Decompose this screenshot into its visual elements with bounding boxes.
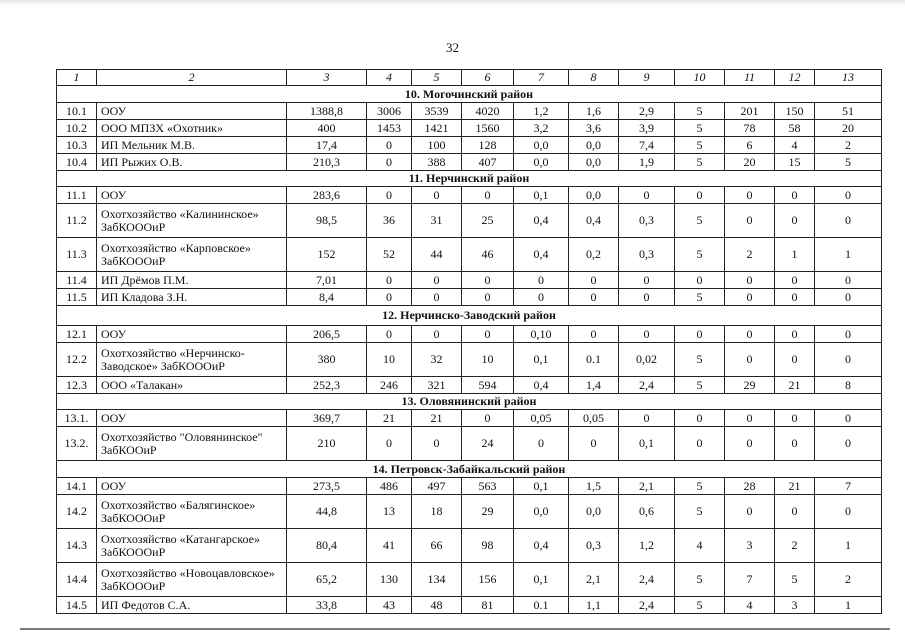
value-cell: 128 bbox=[462, 137, 514, 154]
value-cell: 0 bbox=[725, 326, 775, 343]
value-cell: 44,8 bbox=[287, 495, 367, 529]
table-row bbox=[57, 529, 882, 563]
column-number: 1 bbox=[57, 70, 97, 86]
value-cell: 20 bbox=[815, 120, 882, 137]
scan-top-edge bbox=[0, 0, 905, 6]
value-cell: 152 bbox=[287, 238, 367, 272]
value-cell: 0 bbox=[815, 289, 882, 306]
district-section-row bbox=[57, 394, 882, 410]
value-cell: 0 bbox=[367, 137, 412, 154]
table-row bbox=[57, 103, 882, 120]
value-cell: 5 bbox=[675, 103, 725, 120]
value-cell: 1,6 bbox=[569, 103, 619, 120]
value-cell: 43 bbox=[367, 597, 412, 614]
row-index: 11.2 bbox=[57, 204, 97, 238]
value-cell: 5 bbox=[675, 137, 725, 154]
value-cell: 0,0 bbox=[569, 137, 619, 154]
value-cell: 5 bbox=[675, 343, 725, 377]
row-index: 10.4 bbox=[57, 154, 97, 171]
organization-name: Охотхозяйство «Катангарское» ЗабКОООиР bbox=[97, 529, 287, 563]
column-number: 13 bbox=[815, 70, 882, 86]
value-cell: 0 bbox=[775, 410, 815, 427]
value-cell: 17,4 bbox=[287, 137, 367, 154]
value-cell: 5 bbox=[675, 597, 725, 614]
value-cell: 28 bbox=[725, 478, 775, 495]
value-cell: 380 bbox=[287, 343, 367, 377]
column-number: 10 bbox=[675, 70, 725, 86]
value-cell: 31 bbox=[412, 204, 462, 238]
value-cell: 1560 bbox=[462, 120, 514, 137]
organization-name: ООУ bbox=[97, 103, 287, 120]
value-cell: 0 bbox=[569, 326, 619, 343]
value-cell: 4 bbox=[775, 137, 815, 154]
row-index: 11.3 bbox=[57, 238, 97, 272]
value-cell: 29 bbox=[462, 495, 514, 529]
value-cell: 0,0 bbox=[569, 495, 619, 529]
value-cell: 2 bbox=[815, 563, 882, 597]
value-cell: 3539 bbox=[412, 103, 462, 120]
value-cell: 0,05 bbox=[514, 410, 569, 427]
value-cell: 0 bbox=[775, 289, 815, 306]
value-cell: 0.1 bbox=[569, 343, 619, 377]
value-cell: 4 bbox=[725, 597, 775, 614]
value-cell: 0 bbox=[514, 289, 569, 306]
value-cell: 3,9 bbox=[619, 120, 675, 137]
value-cell: 5 bbox=[675, 120, 725, 137]
value-cell: 0 bbox=[412, 272, 462, 289]
value-cell: 1,2 bbox=[514, 103, 569, 120]
value-cell: 210 bbox=[287, 427, 367, 461]
value-cell: 2,1 bbox=[619, 478, 675, 495]
value-cell: 0,3 bbox=[619, 238, 675, 272]
value-cell: 0 bbox=[462, 187, 514, 204]
value-cell: 497 bbox=[412, 478, 462, 495]
column-number: 3 bbox=[287, 70, 367, 86]
value-cell: 0,0 bbox=[569, 187, 619, 204]
value-cell: 0,1 bbox=[514, 563, 569, 597]
value-cell: 0 bbox=[815, 343, 882, 377]
organization-name: ИП Рыжих О.В. bbox=[97, 154, 287, 171]
value-cell: 1,9 bbox=[619, 154, 675, 171]
value-cell: 0 bbox=[367, 272, 412, 289]
value-cell: 5 bbox=[675, 204, 725, 238]
table-row bbox=[57, 326, 882, 343]
organization-name: Охотхозяйство "Оловянинское" ЗабКООиР bbox=[97, 427, 287, 461]
table-row bbox=[57, 410, 882, 427]
value-cell: 3 bbox=[725, 529, 775, 563]
value-cell: 407 bbox=[462, 154, 514, 171]
value-cell: 0 bbox=[462, 326, 514, 343]
value-cell: 0,2 bbox=[569, 238, 619, 272]
value-cell: 150 bbox=[775, 103, 815, 120]
value-cell: 1421 bbox=[412, 120, 462, 137]
value-cell: 0 bbox=[462, 289, 514, 306]
value-cell: 29 bbox=[725, 377, 775, 394]
value-cell: 0 bbox=[725, 427, 775, 461]
value-cell: 21 bbox=[367, 410, 412, 427]
value-cell: 0 bbox=[675, 326, 725, 343]
value-cell: 0 bbox=[367, 427, 412, 461]
row-index: 14.3 bbox=[57, 529, 97, 563]
value-cell: 321 bbox=[412, 377, 462, 394]
organization-name: ООУ bbox=[97, 478, 287, 495]
value-cell: 7,01 bbox=[287, 272, 367, 289]
district-section-row bbox=[57, 171, 882, 187]
value-cell: 8,4 bbox=[287, 289, 367, 306]
value-cell: 0 bbox=[815, 187, 882, 204]
value-cell: 0 bbox=[775, 343, 815, 377]
value-cell: 0 bbox=[725, 272, 775, 289]
scan-bottom-edge bbox=[20, 628, 890, 630]
value-cell: 0 bbox=[514, 272, 569, 289]
row-index: 10.3 bbox=[57, 137, 97, 154]
value-cell: 52 bbox=[367, 238, 412, 272]
hunting-data-table bbox=[56, 69, 882, 614]
value-cell: 0,6 bbox=[619, 495, 675, 529]
row-index: 10.1 bbox=[57, 103, 97, 120]
organization-name: ИП Федотов С.А. bbox=[97, 597, 287, 614]
value-cell: 0,0 bbox=[514, 495, 569, 529]
table-row bbox=[57, 154, 882, 171]
value-cell: 486 bbox=[367, 478, 412, 495]
value-cell: 0 bbox=[514, 427, 569, 461]
value-cell: 0 bbox=[725, 495, 775, 529]
value-cell: 0 bbox=[675, 187, 725, 204]
organization-name: ООУ bbox=[97, 410, 287, 427]
value-cell: 2 bbox=[815, 137, 882, 154]
value-cell: 2,9 bbox=[619, 103, 675, 120]
organization-name: ООО МПЗХ «Охотник» bbox=[97, 120, 287, 137]
value-cell: 400 bbox=[287, 120, 367, 137]
value-cell: 51 bbox=[815, 103, 882, 120]
value-cell: 3006 bbox=[367, 103, 412, 120]
value-cell: 4 bbox=[675, 529, 725, 563]
value-cell: 0 bbox=[775, 326, 815, 343]
organization-name: ИП Дрёмов П.М. bbox=[97, 272, 287, 289]
value-cell: 388 bbox=[412, 154, 462, 171]
value-cell: 0,0 bbox=[514, 137, 569, 154]
table-row bbox=[57, 137, 882, 154]
value-cell: 98 bbox=[462, 529, 514, 563]
column-number: 7 bbox=[514, 70, 569, 86]
value-cell: 0,10 bbox=[514, 326, 569, 343]
district-section-row bbox=[57, 86, 882, 103]
table-row bbox=[57, 427, 882, 461]
value-cell: 33,8 bbox=[287, 597, 367, 614]
value-cell: 10 bbox=[462, 343, 514, 377]
value-cell: 0,4 bbox=[514, 377, 569, 394]
value-cell: 2,4 bbox=[619, 377, 675, 394]
value-cell: 1388,8 bbox=[287, 103, 367, 120]
table-row bbox=[57, 563, 882, 597]
value-cell: 0,4 bbox=[514, 529, 569, 563]
column-number: 2 bbox=[97, 70, 287, 86]
column-number: 8 bbox=[569, 70, 619, 86]
column-number: 5 bbox=[412, 70, 462, 86]
value-cell: 0 bbox=[815, 427, 882, 461]
value-cell: 100 bbox=[412, 137, 462, 154]
value-cell: 0 bbox=[815, 495, 882, 529]
organization-name: Охотхозяйство «Балягинское» ЗабКОООиР bbox=[97, 495, 287, 529]
column-number: 9 bbox=[619, 70, 675, 86]
column-number: 6 bbox=[462, 70, 514, 86]
row-index: 14.5 bbox=[57, 597, 97, 614]
value-cell: 6 bbox=[725, 137, 775, 154]
organization-name: ООУ bbox=[97, 326, 287, 343]
value-cell: 0 bbox=[367, 326, 412, 343]
table-row bbox=[57, 377, 882, 394]
value-cell: 0 bbox=[725, 187, 775, 204]
table-row bbox=[57, 343, 882, 377]
row-index: 14.1 bbox=[57, 478, 97, 495]
value-cell: 0 bbox=[815, 272, 882, 289]
value-cell: 0 bbox=[725, 410, 775, 427]
value-cell: 80,4 bbox=[287, 529, 367, 563]
value-cell: 7,4 bbox=[619, 137, 675, 154]
value-cell: 134 bbox=[412, 563, 462, 597]
value-cell: 10 bbox=[367, 343, 412, 377]
value-cell: 44 bbox=[412, 238, 462, 272]
value-cell: 0,02 bbox=[619, 343, 675, 377]
value-cell: 0,4 bbox=[514, 204, 569, 238]
district-title: 14. Петровск-Забайкальский район bbox=[57, 461, 882, 478]
column-number: 4 bbox=[367, 70, 412, 86]
value-cell: 7 bbox=[815, 478, 882, 495]
value-cell: 4020 bbox=[462, 103, 514, 120]
organization-name: Охотхозяйство «Калининское» ЗабКОООиР bbox=[97, 204, 287, 238]
value-cell: 0,1 bbox=[514, 478, 569, 495]
value-cell: 0 bbox=[725, 343, 775, 377]
value-cell: 21 bbox=[775, 478, 815, 495]
value-cell: 0 bbox=[775, 427, 815, 461]
value-cell: 46 bbox=[462, 238, 514, 272]
column-number-row bbox=[57, 70, 882, 86]
page-number: 32 bbox=[446, 40, 459, 55]
value-cell: 0 bbox=[569, 289, 619, 306]
value-cell: 7 bbox=[725, 563, 775, 597]
value-cell: 81 bbox=[462, 597, 514, 614]
table-row bbox=[57, 478, 882, 495]
table-row bbox=[57, 495, 882, 529]
value-cell: 5 bbox=[675, 154, 725, 171]
value-cell: 246 bbox=[367, 377, 412, 394]
value-cell: 206,5 bbox=[287, 326, 367, 343]
value-cell: 0 bbox=[367, 154, 412, 171]
value-cell: 0,05 bbox=[569, 410, 619, 427]
value-cell: 0 bbox=[675, 272, 725, 289]
value-cell: 0 bbox=[815, 410, 882, 427]
value-cell: 5 bbox=[675, 289, 725, 306]
table-row bbox=[57, 204, 882, 238]
value-cell: 5 bbox=[775, 563, 815, 597]
value-cell: 13 bbox=[367, 495, 412, 529]
value-cell: 21 bbox=[775, 377, 815, 394]
district-section-row bbox=[57, 306, 882, 326]
value-cell: 5 bbox=[815, 154, 882, 171]
row-index: 11.5 bbox=[57, 289, 97, 306]
value-cell: 0,1 bbox=[514, 187, 569, 204]
value-cell: 48 bbox=[412, 597, 462, 614]
value-cell: 0 bbox=[815, 326, 882, 343]
value-cell: 3,2 bbox=[514, 120, 569, 137]
district-title: 10. Могочинский район bbox=[57, 86, 882, 103]
value-cell: 369,7 bbox=[287, 410, 367, 427]
value-cell: 8 bbox=[815, 377, 882, 394]
value-cell: 0,1 bbox=[514, 343, 569, 377]
value-cell: 594 bbox=[462, 377, 514, 394]
value-cell: 2 bbox=[725, 238, 775, 272]
value-cell: 0 bbox=[619, 187, 675, 204]
table-row bbox=[57, 597, 882, 614]
row-index: 12.2 bbox=[57, 343, 97, 377]
value-cell: 1 bbox=[775, 238, 815, 272]
value-cell: 41 bbox=[367, 529, 412, 563]
organization-name: ООУ bbox=[97, 187, 287, 204]
column-number: 11 bbox=[725, 70, 775, 86]
value-cell: 0 bbox=[775, 495, 815, 529]
value-cell: 98,5 bbox=[287, 204, 367, 238]
value-cell: 2,4 bbox=[619, 563, 675, 597]
value-cell: 2 bbox=[775, 529, 815, 563]
table-row bbox=[57, 289, 882, 306]
value-cell: 25 bbox=[462, 204, 514, 238]
value-cell: 32 bbox=[412, 343, 462, 377]
value-cell: 0 bbox=[815, 204, 882, 238]
value-cell: 5 bbox=[675, 238, 725, 272]
district-title: 12. Нерчинско-Заводский район bbox=[57, 306, 882, 326]
district-section-row bbox=[57, 461, 882, 478]
value-cell: 0,3 bbox=[569, 529, 619, 563]
district-title: 11. Нерчинский район bbox=[57, 171, 882, 187]
value-cell: 1 bbox=[815, 238, 882, 272]
value-cell: 0,4 bbox=[569, 204, 619, 238]
value-cell: 252,3 bbox=[287, 377, 367, 394]
table-row bbox=[57, 120, 882, 137]
value-cell: 0 bbox=[725, 289, 775, 306]
value-cell: 78 bbox=[725, 120, 775, 137]
value-cell: 5 bbox=[675, 478, 725, 495]
value-cell: 20 bbox=[725, 154, 775, 171]
row-index: 13.2. bbox=[57, 427, 97, 461]
value-cell: 0 bbox=[412, 187, 462, 204]
value-cell: 0 bbox=[775, 272, 815, 289]
value-cell: 1,2 bbox=[619, 529, 675, 563]
table-row bbox=[57, 187, 882, 204]
row-index: 12.3 bbox=[57, 377, 97, 394]
value-cell: 0 bbox=[725, 204, 775, 238]
row-index: 14.4 bbox=[57, 563, 97, 597]
row-index: 10.2 bbox=[57, 120, 97, 137]
value-cell: 2,4 bbox=[619, 597, 675, 614]
value-cell: 5 bbox=[675, 563, 725, 597]
value-cell: 563 bbox=[462, 478, 514, 495]
value-cell: 15 bbox=[775, 154, 815, 171]
value-cell: 3 bbox=[775, 597, 815, 614]
table-row bbox=[57, 238, 882, 272]
value-cell: 0 bbox=[619, 272, 675, 289]
organization-name: ИП Мельник М.В. bbox=[97, 137, 287, 154]
value-cell: 0 bbox=[569, 272, 619, 289]
row-index: 14.2 bbox=[57, 495, 97, 529]
value-cell: 36 bbox=[367, 204, 412, 238]
organization-name: Охотхозяйство «Нерчинско-Заводское» ЗабКОООиР bbox=[97, 343, 287, 377]
organization-name: Охотхозяйство «Новоцавловское» ЗабКОООиР bbox=[97, 563, 287, 597]
value-cell: 210,3 bbox=[287, 154, 367, 171]
value-cell: 0 bbox=[412, 289, 462, 306]
value-cell: 0,0 bbox=[569, 154, 619, 171]
row-index: 11.4 bbox=[57, 272, 97, 289]
value-cell: 0 bbox=[619, 289, 675, 306]
value-cell: 0,3 bbox=[619, 204, 675, 238]
value-cell: 130 bbox=[367, 563, 412, 597]
value-cell: 3,6 bbox=[569, 120, 619, 137]
value-cell: 21 bbox=[412, 410, 462, 427]
value-cell: 65,2 bbox=[287, 563, 367, 597]
value-cell: 0 bbox=[462, 410, 514, 427]
value-cell: 66 bbox=[412, 529, 462, 563]
value-cell: 0 bbox=[412, 326, 462, 343]
table-row bbox=[57, 272, 882, 289]
organization-name: ИП Кладова З.Н. bbox=[97, 289, 287, 306]
value-cell: 283,6 bbox=[287, 187, 367, 204]
value-cell: 156 bbox=[462, 563, 514, 597]
value-cell: 0 bbox=[775, 187, 815, 204]
value-cell: 0 bbox=[619, 410, 675, 427]
value-cell: 0 bbox=[675, 427, 725, 461]
value-cell: 24 bbox=[462, 427, 514, 461]
value-cell: 0 bbox=[367, 187, 412, 204]
value-cell: 0 bbox=[775, 204, 815, 238]
value-cell: 0 bbox=[619, 326, 675, 343]
value-cell: 201 bbox=[725, 103, 775, 120]
organization-name: Охотхозяйство «Карповское» ЗабКОООиР bbox=[97, 238, 287, 272]
value-cell: 0 bbox=[675, 410, 725, 427]
value-cell: 0,4 bbox=[514, 238, 569, 272]
value-cell: 0 bbox=[462, 272, 514, 289]
value-cell: 5 bbox=[675, 377, 725, 394]
value-cell: 1453 bbox=[367, 120, 412, 137]
value-cell: 5 bbox=[675, 495, 725, 529]
value-cell: 0 bbox=[412, 427, 462, 461]
value-cell: 0 bbox=[569, 427, 619, 461]
value-cell: 1 bbox=[815, 597, 882, 614]
value-cell: 1 bbox=[815, 529, 882, 563]
row-index: 13.1. bbox=[57, 410, 97, 427]
value-cell: 2,1 bbox=[569, 563, 619, 597]
row-index: 11.1 bbox=[57, 187, 97, 204]
value-cell: 0 bbox=[367, 289, 412, 306]
organization-name: ООО «Талакан» bbox=[97, 377, 287, 394]
value-cell: 18 bbox=[412, 495, 462, 529]
value-cell: 1,4 bbox=[569, 377, 619, 394]
row-index: 12.1 bbox=[57, 326, 97, 343]
value-cell: 1,1 bbox=[569, 597, 619, 614]
value-cell: 58 bbox=[775, 120, 815, 137]
value-cell: 1,5 bbox=[569, 478, 619, 495]
value-cell: 0,0 bbox=[514, 154, 569, 171]
column-number: 12 bbox=[775, 70, 815, 86]
district-title: 13. Оловянинский район bbox=[57, 394, 882, 410]
value-cell: 0,1 bbox=[619, 427, 675, 461]
value-cell: 0.1 bbox=[514, 597, 569, 614]
value-cell: 273,5 bbox=[287, 478, 367, 495]
